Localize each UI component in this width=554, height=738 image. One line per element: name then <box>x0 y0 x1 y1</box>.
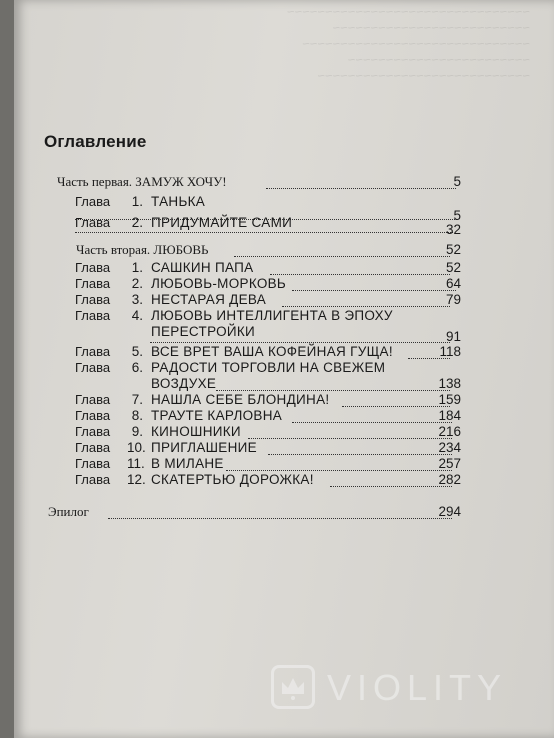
leader-dots <box>108 518 452 519</box>
chapter-title: ПРИГЛАШЕНИЕ <box>151 440 257 455</box>
part-row-1[interactable] <box>0 174 554 194</box>
chapter-label: Глава <box>75 424 111 439</box>
chapter-number: 5. <box>131 344 143 359</box>
chapter-label: Глава <box>75 392 111 407</box>
chapter-label: Глава <box>75 408 111 423</box>
chapter-number: 12. <box>127 472 146 487</box>
chapter-title: ЛЮБОВЬ ИНТЕЛЛИГЕНТА В ЭПОХУ <box>151 308 393 323</box>
chapter-number: 7. <box>131 392 143 407</box>
chapter-label: Глава <box>75 360 111 375</box>
chapter-label: Глава <box>75 194 111 209</box>
page-number: 294 <box>438 504 461 519</box>
chapter-label: Глава <box>75 456 111 471</box>
page-number: 138 <box>438 376 461 391</box>
chapter-title: РАДОСТИ ТОРГОВЛИ НА СВЕЖЕМ <box>151 360 386 375</box>
chapter-title: ВСЕ ВРЕТ ВАША КОФЕЙНАЯ ГУЩА! <box>151 344 393 359</box>
chapter-number: 8. <box>131 408 143 423</box>
leader-dots <box>226 470 452 471</box>
leader-dots <box>342 406 450 407</box>
chapter-title: НЕСТАРАЯ ДЕВА <box>151 292 267 307</box>
page-number: 216 <box>438 424 461 439</box>
page-number: 91 <box>445 329 461 344</box>
leader-dots <box>150 342 450 343</box>
leader-dots <box>248 438 452 439</box>
chapter-title: ПРИДУМАЙТЕ САМИ <box>151 215 293 230</box>
page-number: 64 <box>445 276 461 291</box>
leader-dots <box>292 290 456 291</box>
chapter-label: Глава <box>75 215 111 230</box>
leader-dots <box>266 188 456 189</box>
epilogue-row[interactable] <box>0 504 554 524</box>
chapter-number: 6. <box>131 360 143 375</box>
leader-dots <box>75 232 453 233</box>
page-number: 5 <box>453 174 461 189</box>
page-number: 52 <box>445 242 461 257</box>
watermark-text: VIOLITY <box>327 667 508 708</box>
chapter-title: ЛЮБОВЬ-МОРКОВЬ <box>151 276 287 291</box>
crown-logo-icon <box>271 665 315 709</box>
watermark <box>271 665 541 711</box>
chapter-label: Глава <box>75 440 111 455</box>
chapter-number: 1. <box>131 194 143 209</box>
chapter-title: ТАНЬКА <box>151 194 206 209</box>
page-number: 184 <box>438 408 461 423</box>
chapter-label: Глава <box>75 276 111 291</box>
chapter-number: 2. <box>131 276 143 291</box>
chapter-number: 4. <box>131 308 143 323</box>
chapter-page-row <box>0 220 554 240</box>
leader-dots <box>292 422 452 423</box>
toc-title: Оглавление <box>44 132 147 151</box>
page-number: 282 <box>438 472 461 487</box>
leader-dots <box>270 274 450 275</box>
part-row-2[interactable] <box>0 242 554 262</box>
part-label: Часть вторая. ЛЮБОВЬ <box>76 242 209 257</box>
part-label: Часть первая. ЗАМУЖ ХОЧУ! <box>57 174 227 189</box>
chapter-title: САШКИН ПАПА <box>151 260 254 275</box>
chapter-number: 9. <box>131 424 143 439</box>
chapter-title-cont: ПЕРЕСТРОЙКИ <box>151 324 256 339</box>
leader-dots <box>216 390 450 391</box>
chapter-number: 3. <box>131 292 143 307</box>
chapter-row[interactable] <box>0 472 554 492</box>
page-number: 79 <box>445 292 461 307</box>
page-number: 234 <box>438 440 461 455</box>
page-number: 32 <box>445 222 461 237</box>
chapter-label: Глава <box>75 344 111 359</box>
chapter-number: 11. <box>127 456 145 471</box>
page-number: 5 <box>453 208 461 223</box>
page-number: 257 <box>438 456 461 471</box>
chapter-title: КИНОШНИКИ <box>151 424 241 439</box>
leader-dots <box>234 256 450 257</box>
chapter-label: Глава <box>75 308 111 323</box>
page-number: 159 <box>438 392 461 407</box>
page-number: 118 <box>439 344 461 359</box>
chapter-title: ТРАУТЕ КАРЛОВНА <box>151 408 283 423</box>
chapter-label: Глава <box>75 292 111 307</box>
leader-dots <box>330 486 452 487</box>
chapter-title: НАШЛА СЕБЕ БЛОНДИНА! <box>151 392 330 407</box>
epilogue-label: Эпилог <box>48 504 89 519</box>
chapter-number: 2. <box>131 215 143 230</box>
chapter-title: СКАТЕРТЬЮ ДОРОЖКА! <box>151 472 314 487</box>
chapter-title-cont: ВОЗДУХЕ <box>151 376 217 391</box>
leader-dots <box>268 454 452 455</box>
chapter-label: Глава <box>75 260 111 275</box>
page-number: 52 <box>445 260 461 275</box>
chapter-number: 1. <box>131 260 143 275</box>
chapter-number: 10. <box>127 440 146 455</box>
leader-dots <box>282 306 450 307</box>
chapter-label: Глава <box>75 472 111 487</box>
chapter-title: В МИЛАНЕ <box>151 456 224 471</box>
